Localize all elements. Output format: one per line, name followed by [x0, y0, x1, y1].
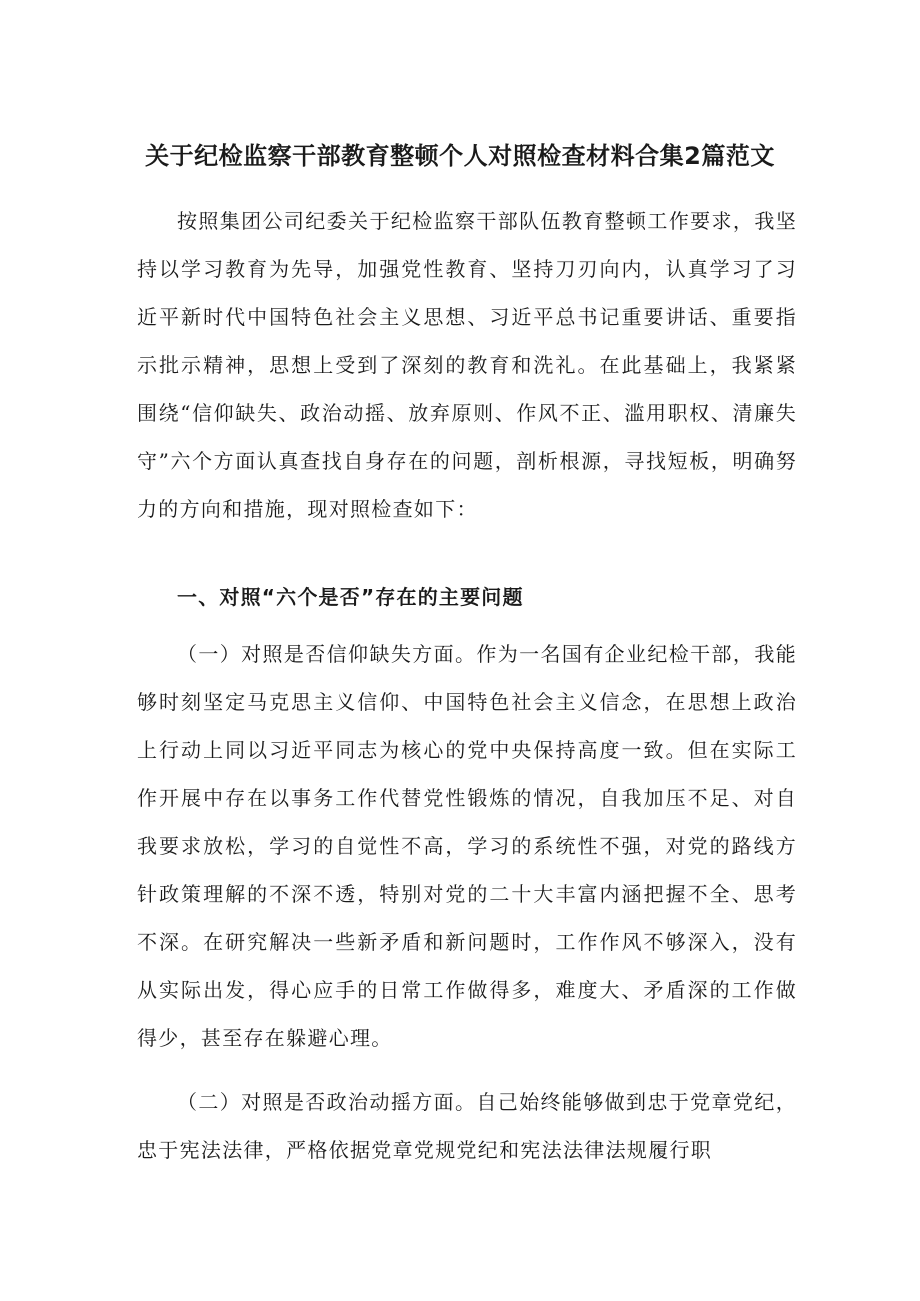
section-2-paragraph: （二）对照是否政治动摇方面。自己始终能够做到忠于党章党纪，忠于宪法法律，严格依据党章党规党纪和宪法法律法规履行职: [137, 1090, 797, 1162]
section-1-paragraph: （一）对照是否信仰缺失方面。作为一名国有企业纪检干部，我能够时刻坚定马克思主义信仰、中国特色社会主义信念，在思想上政治上行动上同以习近平同志为核心的党中央保持高度一致。但在实际工作开展中存在以事务工作代替党性锻炼的情况，自我加压不足、对自我要求放松，学习的自觉性不高，学习的系统性不强，对党的路线方针政策理解的不深不透，特别对党的二十大丰富内涵把握不全、思考不深。在研究解决一些新矛盾和新问题时，工作作风不够深入，没有从实际出发，得心应手的日常工作做得多，难度大、矛盾深的工作做得少，甚至存在躲避心理。: [137, 642, 797, 1050]
intro-paragraph: 按照集团公司纪委关于纪检监察干部队伍教育整顿工作要求，我坚持以学习教育为先导，加强党性教育、坚持刀刃向内，认真学习了习近平新时代中国特色社会主义思想、习近平总书记重要讲话、重要指示批示精神，思想上受到了深刻的教育和洗礼。在此基础上，我紧紧围绕“信仰缺失、政治动摇、放弃原则、作风不正、滥用职权、清廉失守”六个方面认真查找自身存在的问题，剖析根源，寻找短板，明确努力的方向和措施，现对照检查如下：: [137, 209, 797, 521]
section-heading-1: 一、对照“六个是否”存在的主要问题: [177, 585, 524, 609]
document-title: 关于纪检监察干部教育整顿个人对照检查材料合集2篇范文: [145, 142, 775, 170]
